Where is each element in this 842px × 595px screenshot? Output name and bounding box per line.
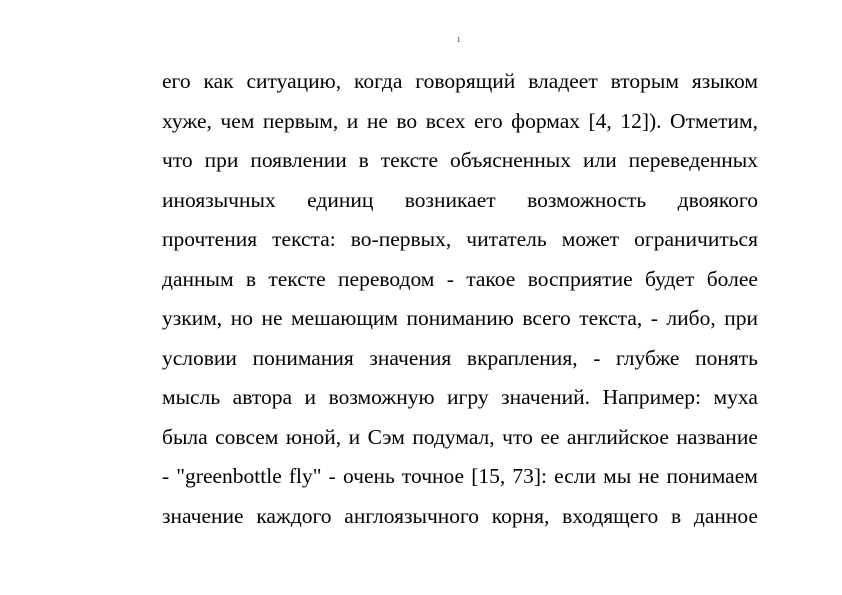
word: при (204, 148, 239, 172)
word: 73]: (512, 464, 548, 488)
word: fly" (288, 464, 322, 488)
word: название (676, 424, 758, 449)
word: не (261, 306, 283, 330)
word: прочтения (162, 227, 258, 251)
word: текста, (579, 306, 643, 330)
word: [15, (471, 464, 506, 488)
word: - (162, 464, 170, 488)
word: - (446, 266, 454, 291)
word: пониманию (406, 306, 514, 330)
word: во-первых, (350, 227, 452, 251)
word: - (328, 464, 336, 488)
word: подумал, (412, 424, 495, 449)
word: единиц (307, 187, 374, 212)
word: англоязычного (344, 503, 480, 528)
word: Например: (602, 385, 702, 409)
word: или (582, 148, 617, 172)
word: ограничиться (634, 227, 758, 251)
word: языком (691, 69, 758, 93)
word: точное (401, 464, 465, 488)
word: и (346, 108, 359, 133)
word: при (724, 306, 758, 330)
word: возникает (404, 187, 496, 212)
word: и (304, 385, 317, 409)
word: Сэм (367, 424, 405, 449)
word: мысль (162, 385, 221, 409)
word: что (162, 148, 193, 172)
text-line (162, 62, 758, 102)
text-line (162, 299, 758, 339)
word: вкрапления, (466, 345, 578, 370)
word: не (366, 108, 388, 133)
word: как (203, 69, 234, 93)
word: понимаем (666, 464, 758, 488)
word: во (396, 108, 418, 133)
text-line (162, 102, 758, 142)
body-text (162, 62, 758, 536)
word: понимания (252, 345, 354, 370)
word: - (650, 306, 658, 330)
word: может (561, 227, 620, 251)
word: "greenbottle (176, 464, 282, 488)
text-line (162, 418, 758, 458)
text-line (162, 220, 758, 260)
word: всех (425, 108, 466, 133)
word: [4, (588, 108, 612, 133)
word: если (554, 464, 596, 488)
word: значения (369, 345, 452, 370)
word: читатель (466, 227, 547, 251)
word: переводом (338, 266, 435, 291)
word: и (348, 424, 361, 449)
word: - (593, 345, 601, 370)
word: значение (162, 503, 244, 528)
word: ее (540, 424, 560, 449)
word: мешающим (291, 306, 398, 330)
word: корня, (491, 503, 550, 528)
word: возможность (527, 187, 647, 212)
word: входящего (562, 503, 659, 528)
word: появлении (250, 148, 347, 172)
word: такое (466, 266, 516, 291)
word: объясненных (450, 148, 572, 172)
text-line (162, 339, 758, 379)
word: глубже (616, 345, 680, 370)
word: будет (644, 266, 695, 291)
word: текста: (272, 227, 336, 251)
word: в (671, 503, 682, 528)
word: иноязычных (162, 187, 276, 212)
word: 12]). (620, 108, 662, 133)
word: не (638, 464, 660, 488)
word: всего (522, 306, 571, 330)
text-line (162, 260, 758, 300)
word: вторым (610, 69, 679, 93)
word: данное (693, 503, 758, 528)
word: формах (511, 108, 580, 133)
text-line (162, 378, 758, 418)
word: каждого (256, 503, 332, 528)
word: возможную (328, 385, 435, 409)
word: мы (603, 464, 632, 488)
word: тексте (268, 266, 326, 291)
word: муха (713, 385, 758, 409)
word: тексте (380, 148, 439, 172)
word: условии (162, 345, 237, 370)
text-line (162, 457, 758, 497)
word: очень (342, 464, 395, 488)
word: понять (695, 345, 758, 370)
word: совсем (215, 424, 279, 449)
word: ситуацию, (246, 69, 342, 93)
text-line (162, 181, 758, 221)
word: двоякого (677, 187, 758, 212)
word: узким, (162, 306, 223, 330)
word: данным (162, 266, 234, 291)
word: что (502, 424, 533, 449)
word: Отметим, (670, 108, 758, 133)
word: переведенных (628, 148, 758, 172)
word: более (706, 266, 758, 291)
word: восприятие (527, 266, 633, 291)
page-number: 1 (457, 36, 461, 44)
word: его (162, 69, 191, 93)
word: автора (232, 385, 292, 409)
word: значений. (501, 385, 591, 409)
word: владеет (528, 69, 598, 93)
word: хуже, (162, 108, 212, 133)
text-line (162, 497, 758, 537)
word: английское (566, 424, 669, 449)
word: в (245, 266, 257, 291)
word: игру (447, 385, 489, 409)
word: либо, (666, 306, 716, 330)
word: первым, (262, 108, 339, 133)
word: его (474, 108, 503, 133)
word: говорящий (415, 69, 516, 93)
word: чем (220, 108, 255, 133)
word: юной, (285, 424, 342, 449)
word: была (162, 424, 208, 449)
word: в (358, 148, 369, 172)
word: но (230, 306, 253, 330)
text-line (162, 141, 758, 181)
word: когда (354, 69, 403, 93)
